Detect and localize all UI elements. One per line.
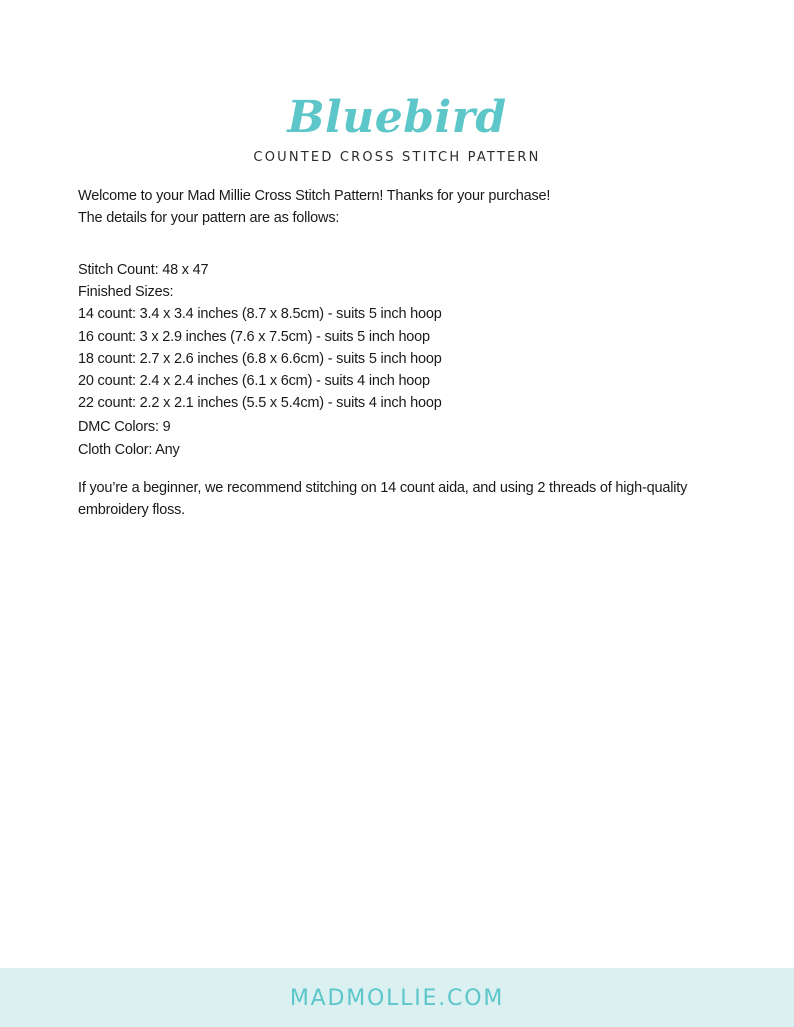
size-line: 14 count: 3.4 x 3.4 inches (8.7 x 8.5cm) - suits 5 inch hoop bbox=[78, 306, 442, 323]
intro-line-details: The details for your pattern are as follows: bbox=[78, 209, 340, 226]
intro-paragraph bbox=[78, 186, 728, 229]
cloth-color: Cloth Color: Any bbox=[78, 441, 180, 458]
size-line: 18 count: 2.7 x 2.6 inches (6.8 x 6.6cm) - suits 5 inch hoop bbox=[78, 350, 442, 367]
footer-band bbox=[0, 968, 794, 1027]
footer-website[interactable]: MADMOLLIE.COM bbox=[289, 986, 505, 1011]
intro-line-welcome: Welcome to your Mad Millie Cross Stitch Pattern! Thanks for your purchase! bbox=[78, 188, 551, 204]
size-line: 22 count: 2.2 x 2.1 inches (5.5 x 5.4cm) - suits 4 inch hoop bbox=[78, 395, 442, 412]
size-line: 16 count: 3 x 2.9 inches (7.6 x 7.5cm) - suits 5 inch hoop bbox=[78, 328, 430, 345]
dmc-colors: DMC Colors: 9 bbox=[78, 419, 171, 436]
beginner-note: If you’re a beginner, we recommend stitching on 14 count aida, and using 2 threads of high-quality embroidery floss. bbox=[78, 480, 688, 518]
stitch-count: Stitch Count: 48 x 47 bbox=[78, 262, 209, 278]
pattern-details bbox=[78, 259, 728, 461]
finished-sizes-label: Finished Sizes: bbox=[78, 284, 174, 301]
pattern-subtitle: COUNTED CROSS STITCH PATTERN bbox=[253, 150, 541, 165]
pattern-title: Bluebird bbox=[287, 92, 507, 143]
size-line: 20 count: 2.4 x 2.4 inches (6.1 x 6cm) - suits 4 inch hoop bbox=[78, 373, 430, 390]
